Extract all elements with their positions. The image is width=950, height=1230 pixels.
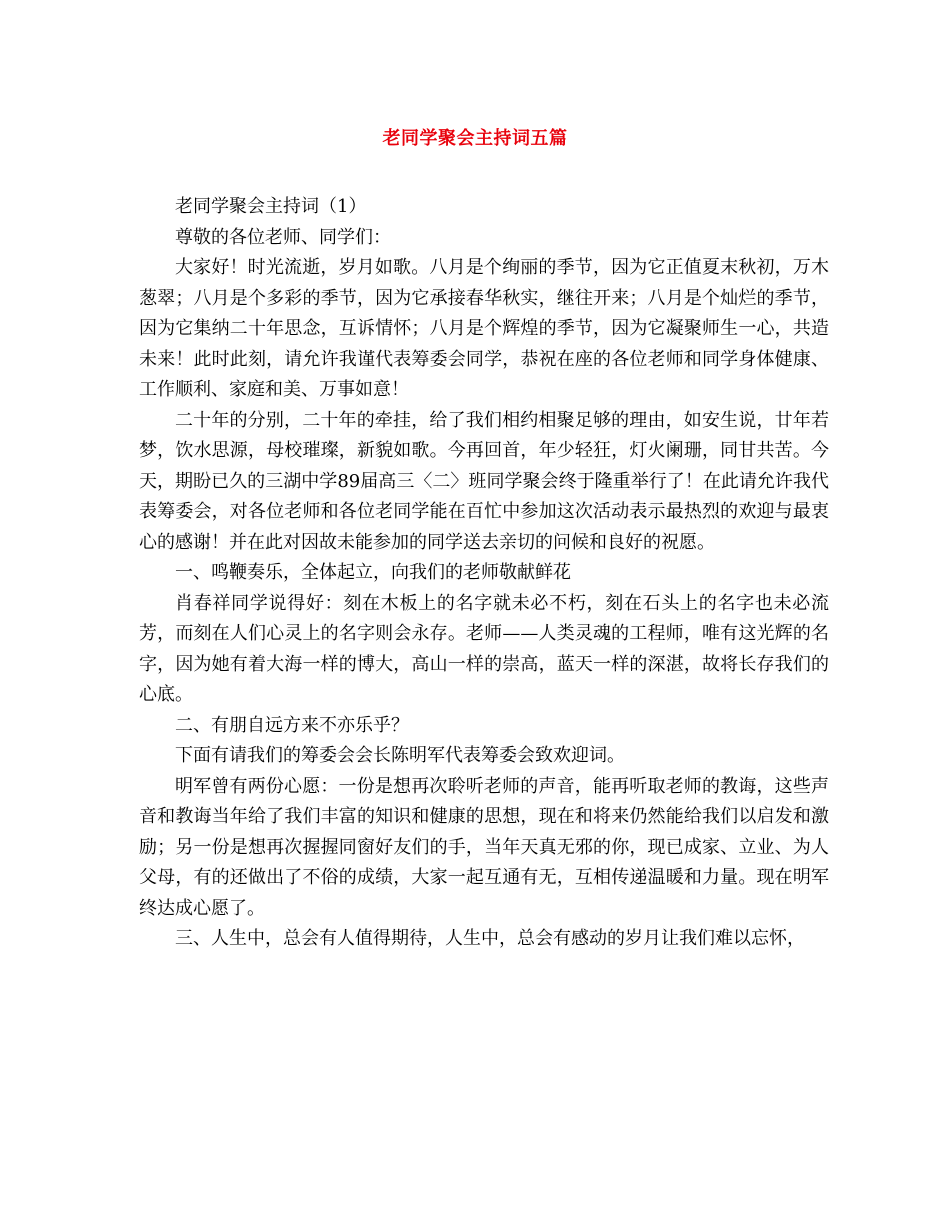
paragraph-welcome-invite: 下面有请我们的筹委会会长陈明军代表筹委会致欢迎词。 (175, 745, 625, 766)
section-heading-one: 一、鸣鞭奏乐，全体起立，向我们的老师敬献鲜花 (175, 562, 571, 583)
paragraph-wishes: 明军曾有两份心愿：一份是想再次聆听老师的声音，能再听取老师的教诲，这些声音和教诲当年给了我们丰富的知识和健康的思想，现在和将来仍然能给我们以启发和激励；另一份是想再次握握同窗好友们的手，当年天真无邪的你，现已成家、立业、为人父母，有的还做出了不俗的成绩，大家一起互通有无，互相传递温暖和力量。现在明军终达成心愿了。 (139, 775, 829, 919)
document-body (139, 192, 829, 955)
paragraph-teachers: 肖春祥同学说得好：刻在木板上的名字就未必不朽，刻在石头上的名字也未必流芳，而刻在人们心灵上的名字则会永存。老师——人类灵魂的工程师，唯有这光辉的名字，因为她有着大海一样的博大，高山一样的崇高，蓝天一样的深湛，故将长存我们的心底。 (139, 592, 829, 705)
paragraph-salutation: 尊敬的各位老师、同学们： (175, 226, 391, 248)
paragraph-greeting: 大家好！时光流逝，岁月如歌。八月是个绚丽的季节，因为它正值夏末秋初，万木葱翠；八月是个多彩的季节，因为它承接春华秋实，继往开来；八月是个灿烂的季节，因为它集纳二十年思念，互诉情怀；八月是个辉煌的季节，因为它凝聚师生一心，共造未来！此时此刻，请允许我谨代表筹委会同学，恭祝在座的各位老师和同学身体健康、工作顺利、家庭和美、万事如意！ (139, 257, 829, 400)
paragraph-heading: 老同学聚会主持词（1） (175, 196, 367, 217)
paragraph-reunion-intro: 二十年的分别，二十年的牵挂，给了我们相约相聚足够的理由，如安生说，廿年若梦，饮水思源，母校璀璨，新貌如歌。今再回首，年少轻狂，灯火阑珊，同甘共苦。今天，期盼已久的三湖中学89届高三〈二〉班同学聚会终于隆重举行了！在此请允许我代表筹委会，对各位老师和各位老同学能在百忙中参加这次活动表示最热烈的欢迎与最衷心的感谢！并在此对因故未能参加的同学送去亲切的问候和良好的祝愿。 (139, 409, 829, 553)
section-heading-two: 二、有朋自远方来不亦乐乎？ (175, 714, 409, 736)
section-heading-three: 三、人生中，总会有人值得期待，人生中，总会有感动的岁月让我们难以忘怀， (175, 928, 805, 949)
document-title: 老同学聚会主持词五篇 (382, 128, 568, 149)
